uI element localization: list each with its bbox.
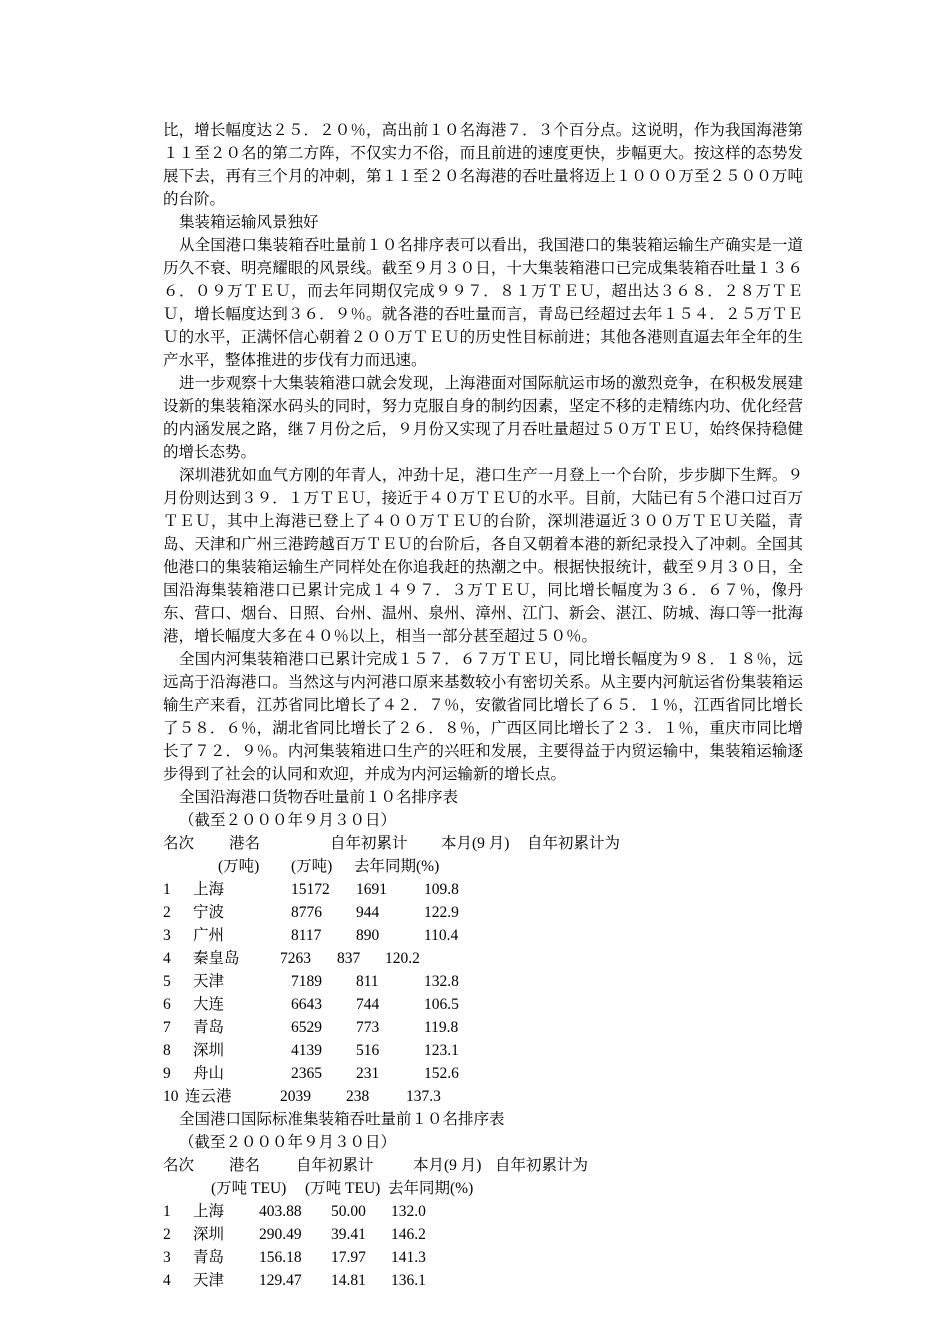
ytd-cell: 7263 [280,950,311,967]
ytd-cell: 8776 [291,904,322,921]
header-rank: 名次 [163,1157,195,1174]
unit-ytd: (万吨) [218,858,260,875]
table-row [163,947,803,970]
unit-month: (万吨) [291,858,333,875]
rank-cell: 3 [163,1249,171,1266]
month-cell: 50.00 [331,1203,366,1220]
ytd-cell: 6643 [291,996,322,1013]
rank-cell: 1 [163,881,171,898]
month-cell: 231 [356,1065,380,1082]
port-name-cell: 天津 [193,973,225,990]
table-row [163,1016,803,1039]
pct-cell: 137.3 [406,1088,441,1105]
port-name-cell: 舟山 [193,1065,225,1082]
table-row [163,901,803,924]
rank-cell: 6 [163,996,171,1013]
table-units-row [163,1177,803,1200]
pct-cell: 110.4 [424,927,459,944]
pct-cell: 132.0 [391,1203,426,1220]
month-cell: 17.97 [331,1249,366,1266]
port-name-cell: 青岛 [193,1019,225,1036]
rank-cell: 3 [163,927,171,944]
port-name-cell: 广州 [193,927,225,944]
header-month: 本月(9 月) [413,1157,482,1174]
table-row [163,1039,803,1062]
table-row [163,1062,803,1085]
port-name-cell: 宁波 [193,904,225,921]
table-row [163,878,803,901]
port-name-cell: 大连 [193,996,225,1013]
rank-cell: 8 [163,1042,171,1059]
document-body [163,119,803,1292]
port-name-cell: 秦皇岛 [193,950,240,967]
month-cell: 944 [356,904,380,921]
paragraph: 比，增长幅度达２５．２０％，高出前１０名海港７．３个百分点。这说明，作为我国海港第１１至２０名的第二方阵，不仅实力不俗，而且前进的速度更快，步幅更大。按这样的态势发展下去，再有三个月的冲刺，第１１至２０名海港的吞吐量将迈上１０００万至２５００万吨的台阶。 [163,121,803,208]
header-ytd: 自年初累计 [330,835,408,852]
header-month: 本月(9 月) [441,835,510,852]
ytd-cell: 8117 [291,927,322,944]
rank-cell: 2 [163,1226,171,1243]
table-header-row [163,1154,803,1177]
month-cell: 811 [356,973,379,990]
port-name-cell: 天津 [193,1272,225,1289]
pct-cell: 109.8 [424,881,459,898]
container-throughput-table [163,1108,803,1292]
port-name-cell: 上海 [193,1203,225,1220]
ytd-cell: 7189 [291,973,322,990]
month-cell: 773 [356,1019,380,1036]
rank-cell: 4 [163,1272,171,1289]
header-pct: 自年初累计为 [495,1157,589,1174]
port-name-cell: 连云港 [185,1088,232,1105]
pct-cell: 120.2 [385,950,420,967]
ytd-cell: 15172 [291,881,330,898]
month-cell: 238 [346,1088,370,1105]
ytd-cell: 403.88 [259,1203,302,1220]
section-heading: 集装箱运输风景独好 [179,213,319,231]
pct-cell: 119.8 [424,1019,459,1036]
month-cell: 1691 [356,881,387,898]
rank-cell: 4 [163,950,171,967]
table-header-row [163,832,803,855]
port-name-cell: 上海 [193,881,225,898]
paragraph: 从全国港口集装箱吞吐量前１０名排序表可以看出，我国港口的集装箱运输生产确实是一道历久不衰、明亮耀眼的风景线。截至９月３０日，十大集装箱港口已完成集装箱吞吐量１３６６．０９万ＴＥＵ，而去年同期仅完成９９７．８１万ＴＥＵ，超出达３６８．２８万ＴＥＵ，增长幅度达到３６．９％。就各港的吞吐量而言，青岛已经超过去年１５４．２５万ＴＥＵ的水平，正满怀信心朝着２００万ＴＥＵ的历史性目标前进；其他各港则直逼去年全年的生产水平，整体推进的步伐有力而迅速。 [163,236,803,369]
port-name-cell: 青岛 [193,1249,225,1266]
rank-cell: 5 [163,973,171,990]
header-ytd: 自年初累计 [296,1157,374,1174]
month-cell: 39.41 [331,1226,366,1243]
pct-cell: 123.1 [424,1042,459,1059]
table-title: 全国港口国际标准集装箱吞吐量前１０名排序表 [179,1110,505,1128]
ytd-cell: 6529 [291,1019,322,1036]
rank-cell: 1 [163,1203,171,1220]
unit-pct: 去年同期(%) [354,858,440,875]
ytd-cell: 129.47 [259,1272,302,1289]
table-row [163,924,803,947]
pct-cell: 106.5 [424,996,459,1013]
table-date: （截至２０００年９月３０日） [179,1133,397,1151]
table-row [163,1085,803,1108]
ytd-cell: 156.18 [259,1249,302,1266]
table-row [163,1246,803,1269]
ytd-cell: 290.49 [259,1226,302,1243]
table-date: （截至２０００年９月３０日） [179,811,397,829]
table-title: 全国沿海港口货物吞吐量前１０名排序表 [179,788,459,806]
header-rank: 名次 [163,835,195,852]
unit-ytd: (万吨 TEU) [211,1180,287,1197]
header-port-name: 港名 [229,1157,261,1174]
pct-cell: 152.6 [424,1065,459,1082]
paragraph: 全国内河集装箱港口已累计完成１５７．６７万ＴＥＵ，同比增长幅度为９８．１８％，远远高于沿海港口。当然这与内河港口原来基数较小有密切关系。从主要内河航运省份集装箱运输生产来看，江苏省同比增长了４２．７％，安徽省同比增长了６５．１％，江西省同比增长了５８．６％，湖北省同比增长了２６．８％，广西区同比增长了２３．１％，重庆市同比增长了７２．９％。内河集装箱进口生产的兴旺和发展，主要得益于内贸运输中，集装箱运输逐步得到了社会的认同和欢迎，并成为内河运输新的增长点。 [163,650,803,783]
month-cell: 837 [337,950,361,967]
unit-pct: 去年同期(%) [388,1180,474,1197]
month-cell: 516 [356,1042,380,1059]
ytd-cell: 2365 [291,1065,322,1082]
month-cell: 744 [356,996,380,1013]
pct-cell: 122.9 [424,904,459,921]
table-row [163,1223,803,1246]
pct-cell: 132.8 [424,973,459,990]
month-cell: 890 [356,927,380,944]
port-name-cell: 深圳 [193,1042,225,1059]
pct-cell: 141.3 [391,1249,426,1266]
pct-cell: 136.1 [391,1272,426,1289]
rank-cell: 2 [163,904,171,921]
table-row [163,1269,803,1292]
table-row [163,1200,803,1223]
ytd-cell: 2039 [280,1088,311,1105]
cargo-throughput-table [163,786,803,1108]
rank-cell: 9 [163,1065,171,1082]
ytd-cell: 4139 [291,1042,322,1059]
table-units-row [163,855,803,878]
table-row [163,970,803,993]
paragraph: 深圳港犹如血气方刚的年青人，冲劲十足，港口生产一月登上一个台阶，步步脚下生辉。９月份则达到３９．１万ＴＥＵ，接近于４０万ＴＥＵ的水平。目前，大陆已有５个港口过百万ＴＥＵ，其中上海港已登上了４００万ＴＥＵ的台阶，深圳港逼近３００万ＴＥＵ关隘，青岛、天津和广州三港跨越百万ＴＥＵ的台阶后，各自又朝着本港的新纪录投入了冲刺。全国其他港口的集装箱运输生产同样处在你追我赶的热潮之中。根据快报统计，截至９月３０日，全国沿海集装箱港口已累计完成１４９７．３万ＴＥＵ，同比增长幅度为３６．６７％，像丹东、营口、烟台、日照、台州、温州、泉州、漳州、江门、新会、湛江、防城、海口等一批海港，增长幅度大多在４０％以上，相当一部分甚至超过５０％。 [163,466,803,645]
month-cell: 14.81 [331,1272,366,1289]
table-row [163,993,803,1016]
rank-cell: 7 [163,1019,171,1036]
header-port-name: 港名 [229,835,261,852]
port-name-cell: 深圳 [193,1226,225,1243]
unit-month: (万吨 TEU) [305,1180,381,1197]
header-pct: 自年初累计为 [527,835,621,852]
rank-cell: 10 [163,1088,179,1105]
paragraph: 进一步观察十大集装箱港口就会发现，上海港面对国际航运市场的激烈竞争，在积极发展建设新的集装箱深水码头的同时，努力克服自身的制约因素，坚定不移的走精练内功、优化经营的内涵发展之路，继７月份之后，９月份又实现了月吞吐量超过５０万ＴＥＵ，始终保持稳健的增长态势。 [163,374,803,461]
pct-cell: 146.2 [391,1226,426,1243]
